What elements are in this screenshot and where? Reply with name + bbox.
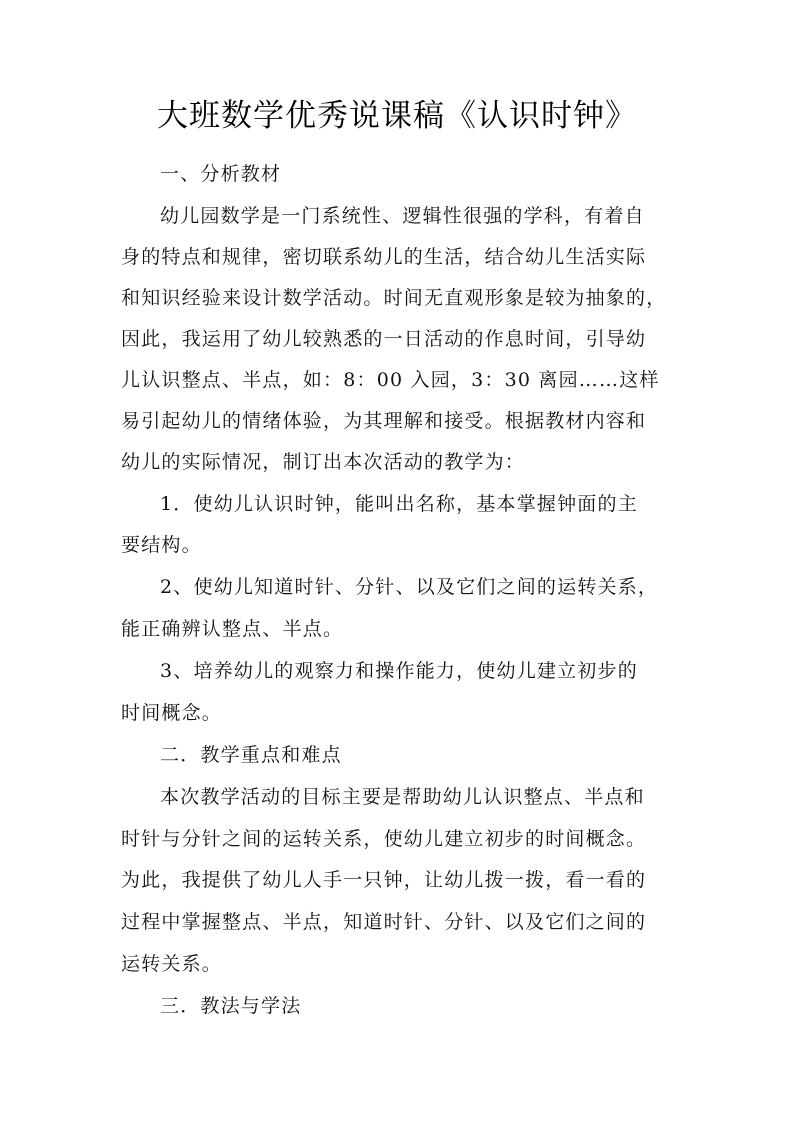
paragraph-line: 幼儿园数学是一门系统性、逻辑性很强的学科，有着自 [160,205,645,227]
paragraph-line: 运转关系。 [121,953,223,975]
paragraph-line: 为此，我提供了幼儿人手一只钟，让幼儿拨一拨，看一看的 [121,869,647,891]
list-item-1-continued: 要结构。 [121,534,202,556]
paragraph-line: 时针与分针之间的运转关系，使幼儿建立初步的时间概念。 [121,828,647,850]
paragraph-line: 因此，我运用了幼儿较熟悉的一日活动的作息时间，引导幼 [121,328,647,350]
list-item-1: 1．使幼儿认识时钟，能叫出名称，基本掌握钟面的主 [160,493,638,515]
section-heading-methods: 三．教法与学法 [160,995,302,1017]
list-item-2: 2、使幼儿知道时针、分针、以及它们之间的运转关系， [160,576,659,598]
list-item-2-continued: 能正确辨认整点、半点。 [121,618,344,640]
list-item-3: 3、培养幼儿的观察力和操作能力，使幼儿建立初步的 [160,660,638,682]
section-heading-analysis: 一、分析教材 [160,163,282,185]
paragraph-line: 儿认识整点、半点，如：8：00 入园，3：30 离园……这样 [121,369,660,391]
list-item-3-continued: 时间概念。 [121,702,223,724]
paragraph-line: 身的特点和规律，密切联系幼儿的生活，结合幼儿生活实际 [121,246,647,268]
paragraph-line: 幼儿的实际情况，制订出本次活动的教学为： [121,451,526,473]
paragraph-line: 和知识经验来设计数学活动。时间无直观形象是较为抽象的， [121,287,667,309]
paragraph-line: 过程中掌握整点、半点，知道时针、分针、以及它们之间的 [121,911,647,933]
document-title: 大班数学优秀说课稿《认识时钟》 [157,98,637,134]
section-heading-key-points: 二．教学重点和难点 [160,744,342,766]
paragraph-line: 本次教学活动的目标主要是帮助幼儿认识整点、半点和 [160,786,645,808]
paragraph-line: 易引起幼儿的情绪体验，为其理解和接受。根据教材内容和 [121,410,647,432]
